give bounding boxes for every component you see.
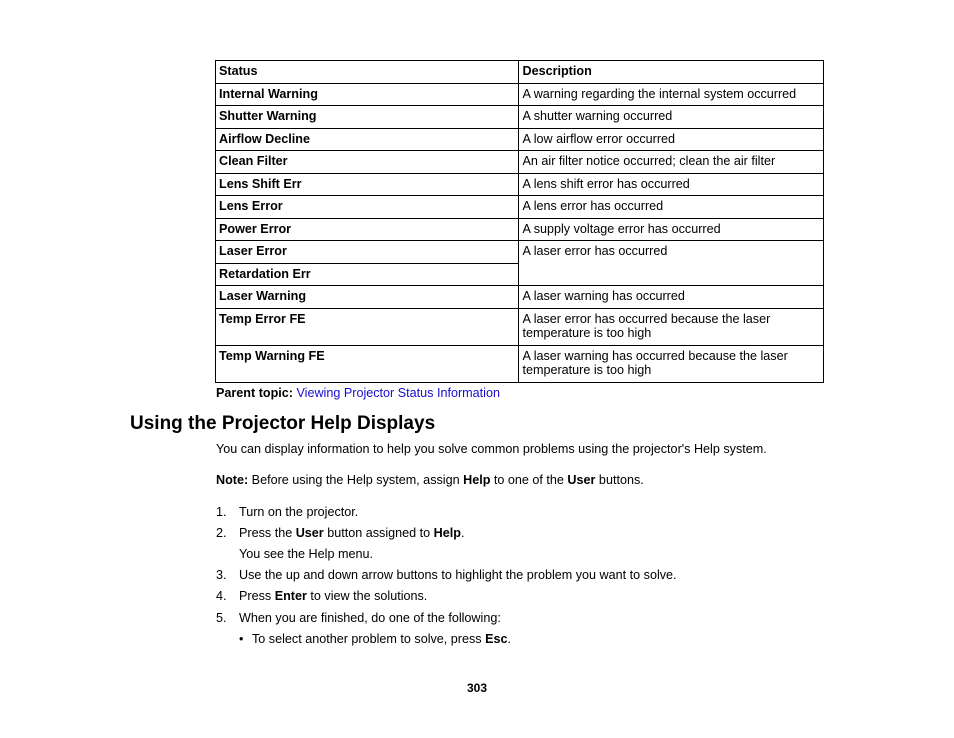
- status-cell: Retardation Err: [216, 263, 519, 286]
- description-cell: A laser warning has occurred: [519, 286, 824, 309]
- status-table: [215, 60, 824, 383]
- table-row: [216, 106, 824, 129]
- step-2: [216, 526, 464, 540]
- step-3: [216, 568, 677, 582]
- table-row: [216, 151, 824, 174]
- step-text: button assigned to: [323, 526, 434, 540]
- step-user-keyword: User: [295, 526, 324, 540]
- column-header-description: Description: [519, 61, 824, 84]
- step-text: .: [460, 526, 465, 540]
- description-cell: An air filter notice occurred; clean the air filter: [519, 151, 824, 174]
- step-text: When you are finished, do one of the following:: [239, 611, 501, 625]
- step-enter-keyword: Enter: [274, 589, 307, 603]
- status-cell: Laser Error: [216, 241, 519, 264]
- status-cell: Internal Warning: [216, 83, 519, 106]
- column-header-status: Status: [216, 61, 519, 84]
- table-row: [216, 241, 824, 264]
- status-cell: Shutter Warning: [216, 106, 519, 129]
- description-cell: A laser error has occurred: [519, 241, 824, 286]
- bullet-text: .: [507, 632, 512, 646]
- status-cell: Temp Error FE: [216, 308, 519, 345]
- section-title: Using the Projector Help Displays: [130, 413, 436, 434]
- step-text: Turn on the projector.: [239, 505, 359, 519]
- parent-topic-link[interactable]: Viewing Projector Status Information: [296, 386, 500, 400]
- status-cell: Laser Warning: [216, 286, 519, 309]
- note-text: to one of the: [490, 473, 568, 487]
- note-text: buttons.: [595, 473, 644, 487]
- description-cell: A shutter warning occurred: [519, 106, 824, 129]
- table-header-row: [216, 61, 824, 84]
- description-cell: A laser warning has occurred because the laser temperature is too high: [519, 345, 824, 382]
- step-number: 2.: [216, 526, 227, 540]
- note-help-keyword: Help: [463, 473, 491, 487]
- page-number: 303: [466, 681, 488, 695]
- table-row: [216, 286, 824, 309]
- description-cell: A low airflow error occurred: [519, 128, 824, 151]
- table-row: [216, 308, 824, 345]
- description-cell: A warning regarding the internal system occurred: [519, 83, 824, 106]
- step-4: [216, 589, 427, 603]
- description-cell: A laser error has occurred because the laser temperature is too high: [519, 308, 824, 345]
- bullet-text: To select another problem to solve, press: [252, 632, 486, 646]
- note-text: Before using the Help system, assign: [248, 473, 464, 487]
- step-number: 1.: [216, 505, 227, 519]
- step-5: [216, 611, 501, 625]
- table-row: [216, 83, 824, 106]
- status-cell: Temp Warning FE: [216, 345, 519, 382]
- status-cell: Lens Error: [216, 196, 519, 219]
- status-cell: Power Error: [216, 218, 519, 241]
- step-text: to view the solutions.: [306, 589, 428, 603]
- bullet-esc-keyword: Esc: [485, 632, 508, 646]
- parent-topic-label: Parent topic:: [216, 386, 293, 400]
- note-paragraph: [216, 473, 644, 487]
- bullet-item: [239, 632, 511, 646]
- status-cell: Clean Filter: [216, 151, 519, 174]
- step-1: [216, 505, 358, 519]
- description-cell: A lens shift error has occurred: [519, 173, 824, 196]
- step-text: Press: [239, 589, 275, 603]
- step-number: 5.: [216, 611, 227, 625]
- status-cell: Lens Shift Err: [216, 173, 519, 196]
- step-help-keyword: Help: [433, 526, 461, 540]
- note-user-keyword: User: [567, 473, 596, 487]
- step-text: Press the: [239, 526, 296, 540]
- table-row: [216, 128, 824, 151]
- bullet-icon: •: [239, 632, 244, 646]
- table-row: [216, 218, 824, 241]
- table-row: [216, 345, 824, 382]
- parent-topic: [216, 386, 500, 400]
- step-text: Use the up and down arrow buttons to highlight the problem you want to solve.: [239, 568, 677, 582]
- intro-paragraph: You can display information to help you solve common problems using the projector's Help system.: [216, 442, 767, 456]
- table-row: [216, 173, 824, 196]
- step-number: 4.: [216, 589, 227, 603]
- table-row: [216, 196, 824, 219]
- note-label: Note:: [216, 473, 249, 487]
- step-2-result: You see the Help menu.: [239, 547, 373, 561]
- description-cell: A lens error has occurred: [519, 196, 824, 219]
- status-cell: Airflow Decline: [216, 128, 519, 151]
- step-number: 3.: [216, 568, 227, 582]
- description-cell: A supply voltage error has occurred: [519, 218, 824, 241]
